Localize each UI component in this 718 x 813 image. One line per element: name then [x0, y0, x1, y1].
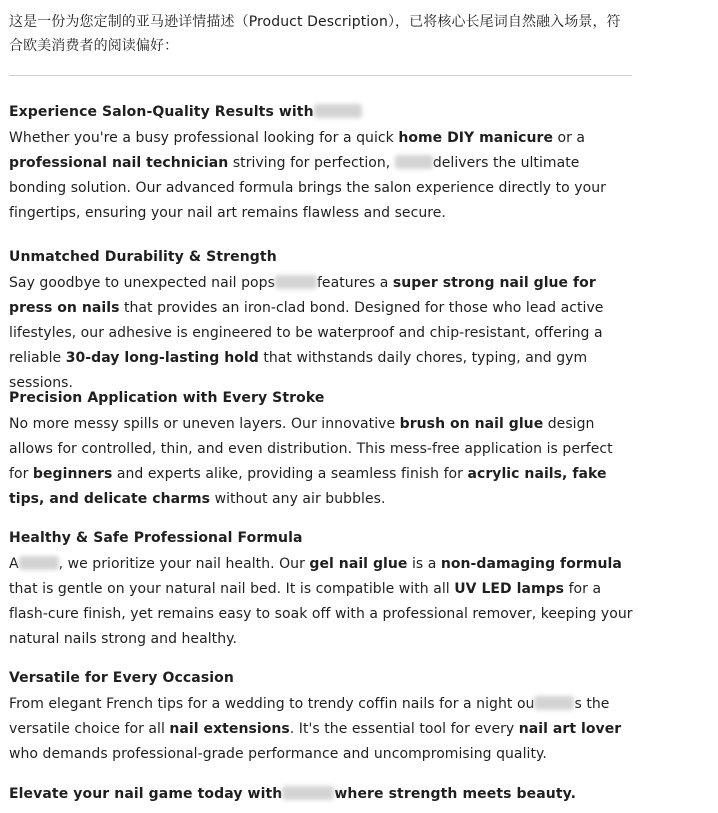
- keyword-non-damaging-formula: non-damaging formula: [440, 556, 622, 572]
- redacted-brand: [19, 556, 59, 570]
- redacted-brand: [275, 275, 317, 289]
- section-body: [9, 412, 634, 512]
- closing-text: [9, 782, 634, 806]
- closing-line: [9, 782, 634, 806]
- section-heading: Versatile for Every Occasion: [9, 670, 234, 686]
- body-text: who demands professional-grade performance and uncompromising quality.: [9, 746, 547, 762]
- body-text: and experts alike, providing a seamless finish for: [112, 466, 468, 482]
- section-precision: [9, 386, 634, 512]
- section-body: [9, 692, 634, 767]
- keyword-uv-led-lamps: UV LED lamps: [454, 581, 565, 597]
- closing-lead: Elevate your nail game today with: [9, 786, 283, 802]
- section-heading: [9, 100, 634, 124]
- keyword-nail-art-lover: nail art lover: [518, 721, 622, 737]
- redacted-brand: [395, 155, 433, 169]
- heading-text: Experience Salon-Quality Results with: [9, 104, 314, 120]
- body-text: design allows for controlled, thin, and even distribution. This mess-free application is perfect for: [9, 416, 613, 482]
- redacted-brand: [534, 696, 574, 710]
- body-text: that withstands daily chores, typing, and gym sessions.: [9, 350, 588, 391]
- body-text: that provides an iron-clad bond. Designed for those who lead active lifestyles, our adhesive is engineered to be waterproof and chip-resistant, offering a reliable: [9, 300, 604, 366]
- body-text: that is gentle on your natural nail bed. It is compatible with all: [9, 581, 455, 597]
- section-body: [9, 126, 634, 226]
- divider: [9, 75, 632, 76]
- section-durability: [9, 245, 634, 396]
- body-text: is a: [407, 556, 441, 572]
- closing-tail: where strength meets beauty.: [334, 786, 577, 802]
- section-heading: Unmatched Durability & Strength: [9, 249, 277, 265]
- keyword-super-strong-nail-glue: super strong nail glue for press on nails: [9, 275, 596, 316]
- section-versatile: [9, 666, 634, 767]
- body-text: No more messy spills or uneven layers. Our innovative: [9, 416, 400, 432]
- section-heading: Precision Application with Every Stroke: [9, 390, 325, 406]
- body-text: delivers the ultimate bonding solution. Our advanced formula brings the salon experience directly to your fingertips, ensuring your nail art remains flawless and secure.: [9, 155, 606, 221]
- section-healthy-formula: [9, 526, 634, 652]
- keyword-home-diy-manicure: home DIY manicure: [398, 130, 554, 146]
- body-text: features a: [316, 275, 393, 291]
- body-text: or a: [553, 130, 586, 146]
- keyword-30-day-hold: 30-day long-lasting hold: [65, 350, 259, 366]
- section-body: [9, 271, 634, 396]
- keyword-brush-on-nail-glue: brush on nail glue: [399, 416, 544, 432]
- body-text: , we prioritize your nail health. Our: [58, 556, 310, 572]
- section-body: [9, 552, 634, 652]
- intro-text: 这是一份为您定制的亚马逊详情描述（Product Description），已将核心长尾词自然融入场景，符合欧美消费者的阅读偏好：: [9, 14, 621, 54]
- body-text: striving for perfection,: [228, 155, 395, 171]
- section-heading: Healthy & Safe Professional Formula: [9, 530, 303, 546]
- body-text: A: [9, 556, 19, 572]
- keyword-acrylic-nails: acrylic nails, fake tips, and delicate charms: [9, 466, 607, 507]
- keyword-professional-nail-technician: professional nail technician: [9, 155, 229, 171]
- body-text: s the versatile choice for all: [9, 696, 610, 737]
- redacted-brand: [314, 104, 362, 118]
- body-text: without any air bubbles.: [210, 491, 386, 507]
- section-salon-quality: [9, 100, 634, 226]
- body-text: Say goodbye to unexpected nail pops: [9, 275, 275, 291]
- keyword-nail-extensions: nail extensions: [169, 721, 290, 737]
- body-text: . It's the essential tool for every: [289, 721, 519, 737]
- body-text: From elegant French tips for a wedding to trendy coffin nails for a night ou: [9, 696, 535, 712]
- keyword-beginners: beginners: [32, 466, 113, 482]
- body-text: Whether you're a busy professional looking for a quick: [9, 130, 399, 146]
- body-text: for a flash-cure finish, yet remains easy to soak off with a professional remover, keeping your natural nails strong and healthy.: [9, 581, 633, 647]
- keyword-gel-nail-glue: gel nail glue: [309, 556, 408, 572]
- redacted-brand: [282, 786, 334, 800]
